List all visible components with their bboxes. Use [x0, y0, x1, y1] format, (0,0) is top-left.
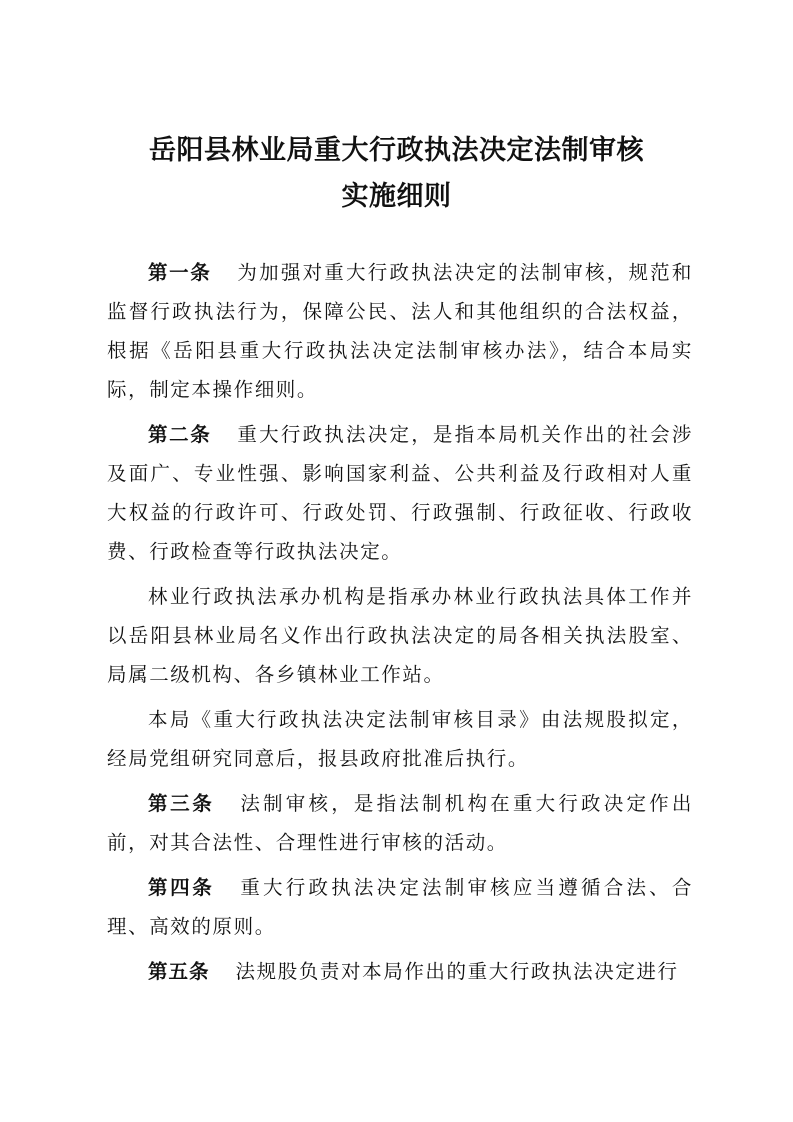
article-2-paragraph-2	[107, 577, 693, 694]
paragraph-text: 林业行政执法承办机构是指承办林业行政执法具体工作并以岳阳县林业局名义作出行政执法决定的局各相关执法股室、局属二级机构、各乡镇林业工作站。	[107, 585, 693, 686]
article-2	[107, 415, 693, 571]
title-line-2: 实施细则	[341, 181, 452, 212]
article-1	[107, 253, 693, 409]
article-5	[107, 952, 693, 991]
article-text: 法制审核，是指法制机构在重大行政决定作出前，对其合法性、合理性进行审核的活动。	[107, 792, 693, 854]
article-4	[107, 868, 693, 946]
article-label: 第一条	[148, 261, 212, 284]
article-2-paragraph-3	[107, 700, 693, 778]
article-text: 重大行政执法决定，是指本局机关作出的社会涉及面广、专业性强、影响国家利益、公共利益及行政相对人重大权益的行政许可、行政处罚、行政强制、行政征收、行政收费、行政检查等行政执法决定。	[107, 423, 693, 563]
article-label: 第二条	[148, 423, 212, 446]
title-line-1: 岳阳县林业局重大行政执法决定法制审核	[149, 135, 644, 166]
article-text: 为加强对重大行政执法决定的法制审核，规范和监督行政执法行为，保障公民、法人和其他组织的合法权益，根据《岳阳县重大行政执法决定法制审核办法》，结合本局实际，制定本操作细则。	[107, 261, 693, 401]
article-3	[107, 784, 693, 862]
article-text: 法规股负责对本局作出的重大行政执法决定进行	[235, 960, 679, 983]
article-text: 重大行政执法决定法制审核应当遵循合法、合理、高效的原则。	[107, 876, 693, 938]
article-label: 第三条	[148, 792, 215, 815]
paragraph-text: 本局《重大行政执法决定法制审核目录》由法规股拟定，经局党组研究同意后，报县政府批准后执行。	[107, 708, 693, 770]
article-label: 第四条	[148, 876, 215, 899]
document-title	[0, 128, 793, 220]
article-label: 第五条	[148, 960, 210, 983]
document-body	[107, 253, 693, 991]
